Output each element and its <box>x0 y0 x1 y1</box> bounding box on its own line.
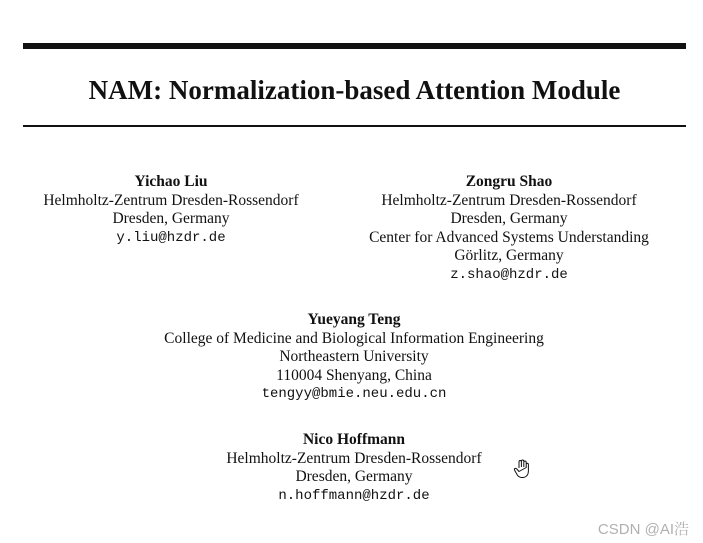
author-affiliation: Center for Advanced Systems Understanding <box>369 228 649 246</box>
author-email: n.hoffmann@hzdr.de <box>278 487 430 504</box>
title-bottom-rule <box>23 125 686 127</box>
author-affiliation: Helmholtz-Zentrum Dresden-Rossendorf <box>381 191 637 209</box>
author-email: z.shao@hzdr.de <box>450 266 568 283</box>
author-name: Yueyang Teng <box>307 311 401 328</box>
author-block <box>150 431 558 505</box>
author-institution: Northeastern University <box>279 348 429 365</box>
author-name: Zongru Shao <box>465 173 553 190</box>
hand-cursor-icon <box>513 459 531 479</box>
author-affiliation: College of Medicine and Biological Information Engineering <box>164 329 544 347</box>
author-location: 110004 Shenyang, China <box>276 366 432 384</box>
author-affiliation: Helmholtz-Zentrum Dresden-Rossendorf <box>43 191 299 209</box>
paper-title: NAM: Normalization-based Attention Module <box>88 75 621 105</box>
author-name: Yichao Liu <box>134 173 208 190</box>
author-email: tengyy@bmie.neu.edu.cn <box>261 386 447 402</box>
author-location: Görlitz, Germany <box>454 247 564 264</box>
author-block <box>23 173 319 247</box>
author-location: Dresden, Germany <box>112 210 230 227</box>
author-email: y.liu@hzdr.de <box>116 229 226 246</box>
watermark-text: CSDN @AI浩 <box>597 521 689 538</box>
author-block <box>340 173 678 284</box>
title-top-rule <box>23 43 686 49</box>
author-location: Dresden, Germany <box>450 210 568 227</box>
author-name: Nico Hoffmann <box>302 431 406 448</box>
author-affiliation: Helmholtz-Zentrum Dresden-Rossendorf <box>226 449 482 467</box>
author-block <box>100 311 608 404</box>
author-location: Dresden, Germany <box>295 468 413 485</box>
